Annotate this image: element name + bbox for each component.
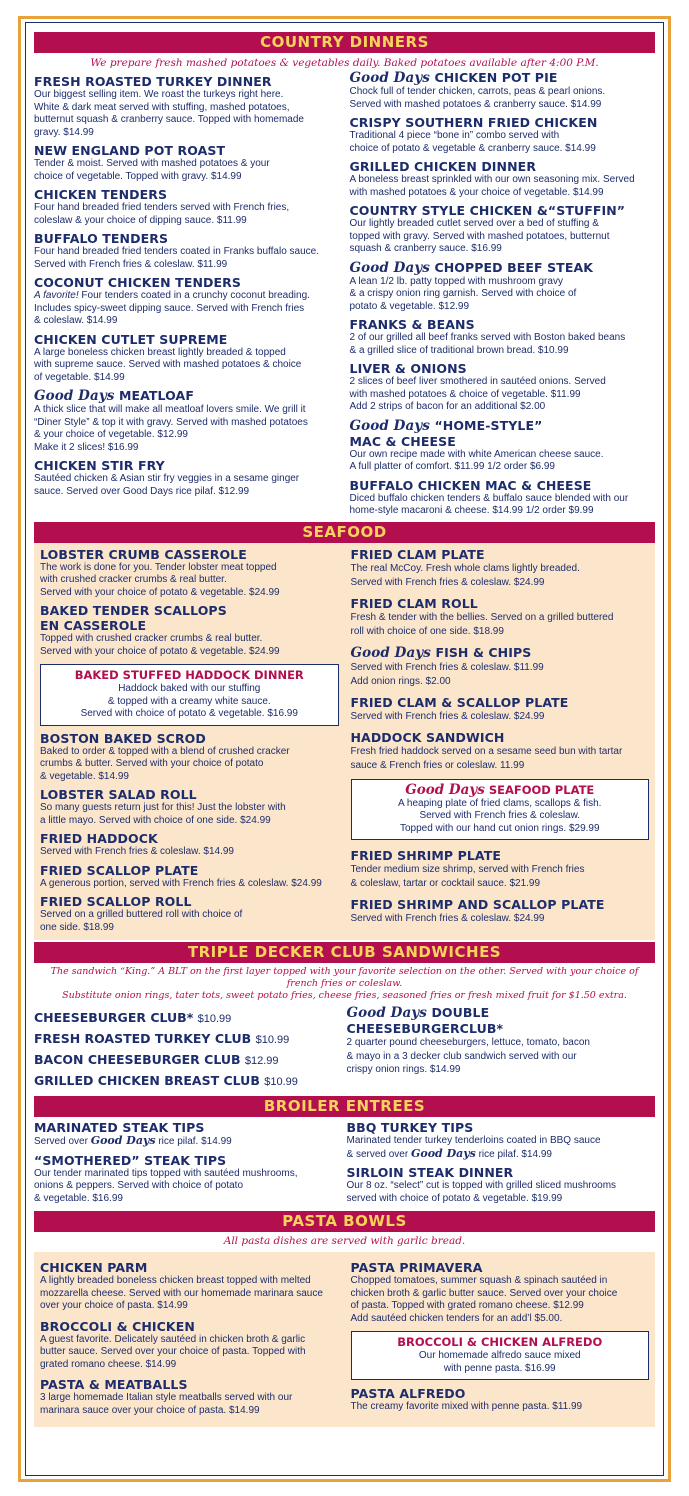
good-days-logo: Good Days [349, 417, 430, 434]
menu-item [34, 1120, 343, 1149]
menu-item [351, 848, 650, 891]
item-desc: Fresh fried haddock served on a sesame seed bun with tartar sauce & French fries or coleslaw. 11.99 [350, 745, 623, 771]
good-days-logo: Good Days [34, 388, 115, 404]
item-desc: Fresh & tender with the bellies. Served on a grilled buttered roll with choice of one side. $18.99 [350, 611, 614, 637]
menu-item: CHEESEBURGER CLUB* $10.99 [34, 1010, 232, 1025]
item-desc: A heaping plate of fried clams, scallops & fish. Served with French fries & coleslaw. Topped with our hand cut onion rings. $29.99 [398, 797, 602, 834]
good-days-logo: Good Days [346, 1005, 427, 1021]
item-desc: A favorite! Four tenders coated in a crunchy coconut breading. Includes spicy-sweet dipping sauce. Served with French fries & coleslaw. $14.99 [34, 290, 310, 326]
item-name: LIVER & ONIONS [349, 361, 467, 376]
item-desc: The creamy favorite mixed with penne pasta. $11.99 [350, 1401, 583, 1412]
menu-item [347, 1165, 656, 1205]
item-name: SIRLOIN STEAK DINNER [346, 1165, 514, 1180]
item-name: CHICKEN PARM [40, 1260, 148, 1275]
item-name: FRIED SHRIMP PLATE [350, 848, 501, 863]
item-name: BROCCOLI & CHICKEN [40, 1318, 195, 1334]
item-name: FRESH ROASTED TURKEY DINNER [34, 74, 272, 89]
seafood-banner: SEAFOOD [34, 522, 655, 543]
item-name: Good Days DOUBLE [346, 1005, 490, 1021]
item-name: LOBSTER CRUMB CASSEROLE [40, 546, 247, 562]
item-name: FRIED CLAM PLATE [350, 546, 485, 562]
menu-item [350, 70, 656, 111]
item-desc: Four hand breaded fried tenders coated in Franks buffalo sauce. Served with French fries & coleslaw. $11.99 [34, 246, 319, 270]
item-name: COCONUT CHICKEN TENDERS [34, 275, 241, 290]
pasta-note: All pasta dishes are served with garlic bread. [223, 1235, 466, 1247]
seafood-left-column [34, 547, 347, 939]
item-desc: Marinated tender turkey tenderloins coated in BBQ sauce & served over Good Days rice pilaf. $14.99 [346, 1135, 601, 1160]
menu-item [350, 203, 656, 256]
menu-item [40, 863, 339, 891]
item-name: FRIED SCALLOP PLATE [40, 862, 199, 878]
menu-item [347, 1005, 656, 1077]
broiler-left-column [34, 1120, 343, 1209]
item-desc: A lean 1/2 lb. patty topped with mushroom gravy & a crispy onion ring garnish. Served with choice of potato & vegetable. $12.99 [349, 275, 577, 312]
menu-item [34, 332, 340, 385]
club-right-column [343, 1005, 656, 1092]
item-desc: Our 8 oz. “select” cut is topped with grilled sliced mushrooms served with choice of potato & vegetable. $19.99 [346, 1180, 617, 1204]
menu-item [34, 74, 340, 139]
menu-item: FRESH ROASTED TURKEY CLUB $10.99 [34, 1031, 290, 1046]
broiler-right-column [343, 1120, 656, 1209]
good-days-logo: Good Days [90, 1134, 156, 1147]
country-right-column [346, 70, 656, 522]
item-name: FRIED HADDOCK [40, 831, 158, 846]
menu-item [40, 1260, 339, 1313]
menu-item [350, 317, 656, 357]
club-note: The sandwich “King.” A BLT on the first layer topped with your favorite selection on the other. Served with your choice of french fries or coleslaw. Substitute onion rings, tater tots, sweet potato fries, cheese fries, seasoned fries or fresh mixed fruit for $1.50 extra. [50, 966, 639, 1001]
menu-item [350, 115, 656, 155]
club-section [34, 1005, 655, 1092]
item-name: Good Days MEATLOAF [34, 388, 194, 404]
menu-item [351, 730, 650, 773]
item-name: LOBSTER SALAD ROLL [40, 787, 197, 802]
item-name: BUFFALO CHICKEN MAC & CHEESE [349, 477, 592, 493]
item-desc: Traditional 4 piece “bone in” combo served with choice of potato & vegetable & cranberry sauce. $14.99 [349, 130, 596, 154]
item-desc: Four hand breaded fried tenders served with French fries, coleslaw & your choice of dipping sauce. $11.99 [34, 202, 290, 226]
item-desc: Served with French fries & coleslaw. $11.99 Add onion rings. $2.00 [350, 661, 544, 687]
item-desc: Our tender marinated tips topped with sautéed mushrooms, onions & peppers. Served with choice of potato & vegetable. $16.99 [34, 1167, 298, 1204]
menu-item [351, 596, 650, 639]
item-name: Good Days CHOPPED BEEF STEAK [349, 259, 594, 276]
item-name: Good Days CHICKEN POT PIE [349, 70, 558, 86]
club-left-column [34, 1008, 343, 1092]
item-desc: Our lightly breaded cutlet served over a bed of stuffing & topped with gravy. Served with mashed potatoes, butternut squash & cranberry sauce. $16.99 [349, 218, 610, 254]
item-name: NEW ENGLAND POT ROAST [34, 143, 226, 158]
item-name: Good Days FISH & CHIPS [350, 644, 532, 661]
menu-item [34, 275, 340, 328]
item-name: Good Days SEAFOOD PLATE [405, 781, 595, 798]
item-desc: 2 slices of beef liver smothered in sautéed onions. Served with mashed potatoes & choice of vegetable. $11.99 Add 2 strips of bacon for an additional $2.00 [349, 376, 606, 412]
menu-item [351, 645, 650, 689]
menu-item [350, 260, 656, 314]
item-desc: Served over Good Days rice pilaf. $14.99 [34, 1134, 232, 1147]
item-name: MARINATED STEAK TIPS [34, 1120, 205, 1135]
item-desc: The work is done for you. Tender lobster meat topped with crushed cracker crumbs & real butter. Served with your choice of potato & vegetable. $24.99 [40, 561, 280, 598]
item-name-line2: MAC & CHEESE [349, 433, 456, 449]
item-name: BBQ TURKEY TIPS [346, 1120, 474, 1135]
menu-item [40, 831, 339, 859]
haddock-dinner-box [40, 664, 339, 726]
item-desc: Topped with crushed cracker crumbs & real butter. Served with your choice of potato & vegetable. $24.99 [40, 633, 280, 657]
menu-item [351, 695, 650, 724]
item-desc: Baked to order & topped with a blend of crushed cracker crumbs & butter. Served with your choice of potato & vegetable. $14.99 [40, 745, 290, 782]
item-desc: A guest favorite. Delicately sautéed in chicken broth & garlic butter sauce. Served over your choice of pasta. Topped with grated romano cheese. $14.99 [40, 1333, 306, 1370]
item-name: BAKED STUFFED HADDOCK DINNER [74, 668, 304, 682]
item-name: FRIED SHRIMP AND SCALLOP PLATE [350, 897, 605, 912]
item-name: COUNTRY STYLE CHICKEN &“STUFFIN” [349, 203, 626, 218]
menu-item [350, 418, 656, 474]
menu-item [40, 1377, 339, 1417]
item-desc: 3 large homemade Italian style meatballs served with our marinara sauce over your choice of pasta. $14.99 [40, 1392, 293, 1416]
item-desc: Chopped tomatoes, summer squash & spinach sautéed in chicken broth & garlic butter sauce. Served over your choice of pasta. Topped with grated romano cheese. $12.99 Add sautéed chicken tenders for an add’l $5.00. [350, 1275, 618, 1324]
item-name: “SMOTHERED” STEAK TIPS [34, 1152, 227, 1168]
item-name: CHICKEN TENDERS [34, 187, 168, 202]
menu-item [40, 1319, 339, 1372]
country-dinners-note: We prepare fresh mashed potatoes & vegetables daily. Baked potatoes available after 4:00 P.M. [90, 57, 599, 69]
pasta-section [34, 1252, 655, 1427]
menu-item: GRILLED CHICKEN BREAST CLUB $10.99 [34, 1073, 298, 1088]
alfredo-box [351, 1331, 650, 1380]
item-name: Good Days “HOME-STYLE” [349, 417, 543, 434]
menu-item [347, 1120, 656, 1161]
menu-item [351, 1386, 650, 1414]
favorite-tag: A favorite! [34, 290, 79, 301]
pasta-bowls-banner: PASTA BOWLS [34, 1211, 655, 1232]
item-desc: A generous portion, served with French fries & coleslaw. $24.99 [40, 877, 322, 889]
seafood-plate-box [351, 779, 650, 841]
menu-item [350, 159, 656, 199]
menu-item [40, 603, 339, 658]
pasta-left-column [34, 1260, 347, 1421]
item-desc: 2 quarter pound cheeseburgers, lettuce, tomato, bacon & mayo in a 3 decker club sandwich served with our crispy onion rings. $14.99 [346, 1037, 590, 1075]
item-name: CHICKEN STIR FRY [34, 458, 165, 473]
seafood-section [34, 543, 655, 941]
item-desc: Chock full of tender chicken, carrots, peas & pearl onions. Served with mashed potatoes & cranberry sauce. $14.99 [349, 86, 606, 110]
good-days-logo: Good Days [410, 1146, 476, 1160]
item-desc: Tender medium size shrimp, served with French fries & coleslaw, tartar or cocktail sauce. $21.99 [350, 864, 585, 889]
item-desc: Served with French fries & coleslaw. $14.99 [40, 846, 234, 857]
item-name: FRANKS & BEANS [349, 317, 475, 332]
item-desc: Served on a grilled buttered roll with choice of one side. $18.99 [40, 909, 243, 933]
country-dinners-banner: COUNTRY DINNERS [34, 32, 655, 53]
item-desc: Our biggest selling item. We roast the turkeys right here. White & dark meat served with stuffing, mashed potatoes, butternut squash & cranberry sauce. Topped with homemade gravy. $14.99 [34, 89, 304, 138]
broiler-section [34, 1120, 655, 1209]
item-desc: A thick slice that will make all meatloaf lovers smile. We grill it “Diner Style” & top it with gravy. Served with mashed potatoes & your choice of vegetable. $12.99 Make it 2 slices! $16.99 [34, 404, 308, 453]
item-name: BUFFALO TENDERS [34, 231, 169, 246]
country-left-column [34, 74, 346, 522]
country-dinners-section [34, 70, 655, 522]
item-desc: A boneless breast sprinkled with our own seasoning mix. Served with mashed potatoes & your choice of vegetable. $14.99 [349, 174, 635, 198]
item-desc: A large boneless chicken breast lightly breaded & topped with supreme sauce. Served with mashed potatoes & choice of vegetable. $14.99 [34, 346, 302, 383]
menu-item [34, 231, 340, 271]
menu-item: BACON CHEESEBURGER CLUB $12.99 [34, 1052, 279, 1067]
item-name: BROCCOLI & CHICKEN ALFREDO [397, 1335, 603, 1349]
good-days-logo: Good Days [349, 259, 430, 276]
item-name: FRIED SCALLOP ROLL [40, 894, 192, 909]
menu-item [34, 388, 340, 454]
item-name: PASTA ALFREDO [350, 1386, 466, 1401]
item-name: PASTA & MEATBALLS [40, 1377, 188, 1392]
item-name: CRISPY SOUTHERN FRIED CHICKEN [349, 115, 598, 130]
item-name: HADDOCK SANDWICH [350, 729, 505, 745]
item-desc: Our own recipe made with white American cheese sauce. A full platter of comfort. $11.99 1/2 order $6.99 [349, 448, 604, 472]
item-name: PASTA PRIMAVERA [350, 1260, 483, 1275]
menu-item [40, 787, 339, 827]
menu-item [34, 1153, 343, 1206]
menu-item [40, 894, 339, 934]
item-name-line2: EN CASSEROLE [40, 618, 147, 633]
item-name: BOSTON BAKED SCROD [40, 730, 206, 746]
menu-item [350, 478, 656, 518]
good-days-logo: Good Days [349, 70, 430, 86]
item-desc: A lightly breaded boneless chicken breast topped with melted mozzarella cheese. Served with our homemade marinara sauce over your choice of pasta. $14.99 [40, 1275, 323, 1311]
item-desc: Served with French fries & coleslaw. $24.99 [350, 913, 545, 924]
pasta-right-column [347, 1260, 656, 1421]
menu-item [34, 143, 340, 183]
item-name: FRIED CLAM & SCALLOP PLATE [350, 694, 569, 710]
good-days-logo: Good Days [405, 781, 485, 798]
item-desc: Haddock baked with our stuffing & topped with a creamy white sauce. Served with choice of potato & vegetable. $16.99 [80, 683, 298, 719]
item-name: BAKED TENDER SCALLOPS [40, 603, 227, 618]
item-desc: Served with French fries & coleslaw. $24.99 [350, 710, 545, 722]
menu-item [40, 547, 339, 600]
seafood-right-column [347, 547, 656, 939]
menu-item [34, 187, 340, 227]
menu-item [351, 897, 650, 926]
item-desc: So many guests return just for this! Just the lobster with a little mayo. Served with choice of one side. $24.99 [40, 802, 286, 826]
club-sandwiches-banner: TRIPLE DECKER CLUB SANDWICHES [34, 942, 655, 963]
item-name: FRIED CLAM ROLL [350, 595, 478, 611]
menu-item [350, 361, 656, 414]
item-name-line2: CHEESEBURGERCLUB* [346, 1021, 504, 1036]
menu-item [351, 1260, 650, 1325]
item-desc: The real McCoy. Fresh whole clams lightly breaded. Served with French fries & coleslaw. $24.99 [350, 562, 580, 588]
item-desc: Sautéed chicken & Asian stir fry veggies in a sesame ginger sauce. Served over Good Days rice pilaf. $12.99 [34, 473, 300, 497]
item-desc: Our homemade alfredo sauce mixed with penne pasta. $16.99 [418, 1350, 581, 1374]
good-days-logo: Good Days [350, 644, 431, 661]
menu-item [40, 731, 339, 784]
item-name: GRILLED CHICKEN DINNER [349, 159, 537, 174]
menu-content [34, 28, 655, 1427]
item-desc: Diced buffalo chicken tenders & buffalo sauce blended with our home-style macaroni & cheese. $14.99 1/2 order $9.99 [349, 492, 629, 516]
item-desc: Tender & moist. Served with mashed potatoes & your choice of vegetable. Topped with gravy. $14.99 [34, 158, 270, 182]
item-desc: 2 of our grilled all beef franks served with Boston baked beans & a grilled slice of traditional brown bread. $10.99 [349, 332, 626, 356]
menu-item [351, 547, 650, 590]
menu-item [34, 458, 340, 498]
broiler-entrees-banner: BROILER ENTREES [34, 1096, 655, 1117]
item-name: CHICKEN CUTLET SUPREME [34, 331, 228, 347]
